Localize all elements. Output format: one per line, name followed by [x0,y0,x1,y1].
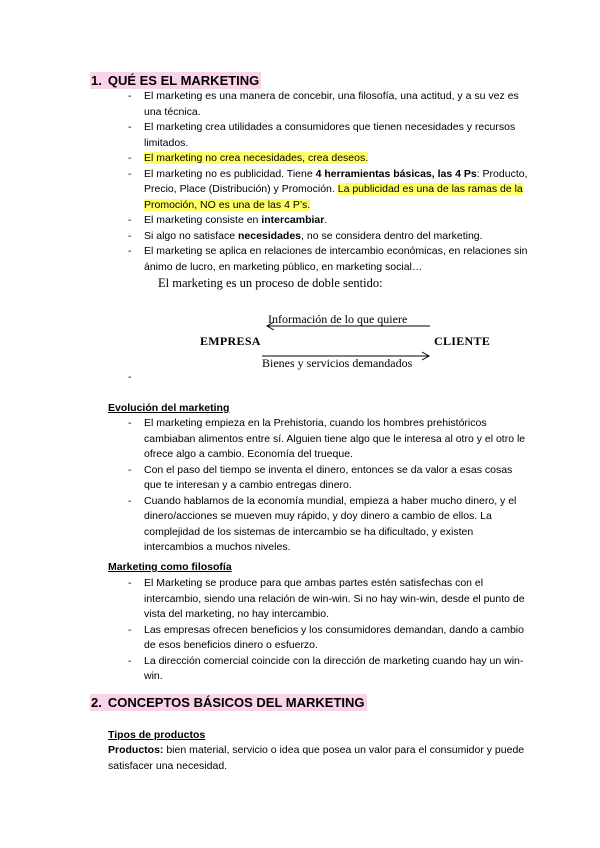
highlighted-text: La publicidad es una de las ramas de la Promoción, NO es una de las 4 P’s. [144,183,523,211]
diagram-goods-label: Bienes y servicios demandados [262,356,413,370]
list-text: Si algo no satisface [144,229,238,242]
productos-definition [108,743,528,774]
list-text: , no se considera dentro del marketing. [301,229,483,242]
list-item: - Cuando hablamos de la economía mundial, empieza a haber mucho dinero, y el dinero/acciones se mueven muy rápido, y doy dinero a cambio de ellos. La complejidad de los sistemas de intercambio se ha dificultado, y existen intercambios a muchos niveles. [128,494,528,556]
filosofia-list [128,576,528,685]
list-item: - El Marketing se produce para que ambas partes estén satisfechas con el intercambio, siendo una relación de win-win. Si no hay win-win, desde el punto de vista del marketing, no hay intercambio. [128,576,528,623]
bold-text: 4 herramientas básicas, las 4 Ps [315,167,477,180]
list-text: El marketing no es publicidad. Tiene [144,167,316,180]
list-item [128,213,528,229]
list-item: - Las empresas ofrecen beneficios y los consumidores demandan, dando a cambio de esos beneficios dinero o esfuerzo. [128,623,528,654]
diagram-cliente-label: CLIENTE [434,334,491,348]
section-2-number: 2. [91,695,102,710]
bold-text: necesidades [237,229,302,242]
diagram-empresa-label: EMPRESA [200,334,261,348]
evolucion-list [128,416,528,556]
productos-term: Productos: [108,744,164,756]
list-text: El marketing consiste en [144,214,262,226]
bold-text: intercambiar [261,214,325,226]
list-item [128,229,528,245]
list-item: - El marketing se aplica en relaciones de intercambio económicas, en relaciones sin ánimo de lucro, en marketing público, en marketing social… [128,244,528,275]
section-1-list [128,89,528,275]
evolucion-heading: Evolución del marketing [108,402,230,414]
double-sense-diagram [150,276,510,376]
section-1-title: QUÉ ES EL MARKETING [107,73,260,88]
list-item [128,167,528,214]
section-2-title: CONCEPTOS BÁSICOS DEL MARKETING [107,695,365,710]
diagram-info-label: Información de lo que quiere [268,312,408,326]
list-item: - Con el paso del tiempo se inventa el dinero, entonces se da valor a esas cosas que te interesan y a cambio entregas dinero. [128,463,528,494]
definition-text: bien material, servicio o idea que posea un valor para el consumidor y puede satisfacer una necesidad. [108,744,525,772]
list-item: - El marketing crea utilidades a consumidores que tienen necesidades y recursos limitados. [128,120,528,151]
filosofia-heading: Marketing como filosofía [108,561,232,573]
list-item: - La dirección comercial coincide con la dirección de marketing cuando hay un win-win. [128,654,528,685]
section-1-heading [90,72,261,89]
list-item: - El marketing empieza en la Prehistoria, cuando los hombres prehistóricos cambiaban alimentos entre sí. Alguien tiene algo que le interesa al otro y el otro le ofrece algo a cambio. Economía del trueque. [128,416,528,463]
list-item [128,151,528,167]
list-item: - El marketing es una manera de concebir, una filosofía, una actitud, y a su vez es una técnica. [128,89,528,120]
section-1-number: 1. [91,73,102,88]
section-2-heading [90,694,367,711]
list-text: : Producto, Precio, Place (Distribución) y Promoción. [144,167,528,195]
list-text: . [324,214,328,226]
tipos-heading: Tipos de productos [108,729,206,741]
diagram-title: El marketing es un proceso de doble sentido: [158,276,383,290]
highlighted-text: El marketing no crea necesidades, crea deseos. [144,152,369,164]
